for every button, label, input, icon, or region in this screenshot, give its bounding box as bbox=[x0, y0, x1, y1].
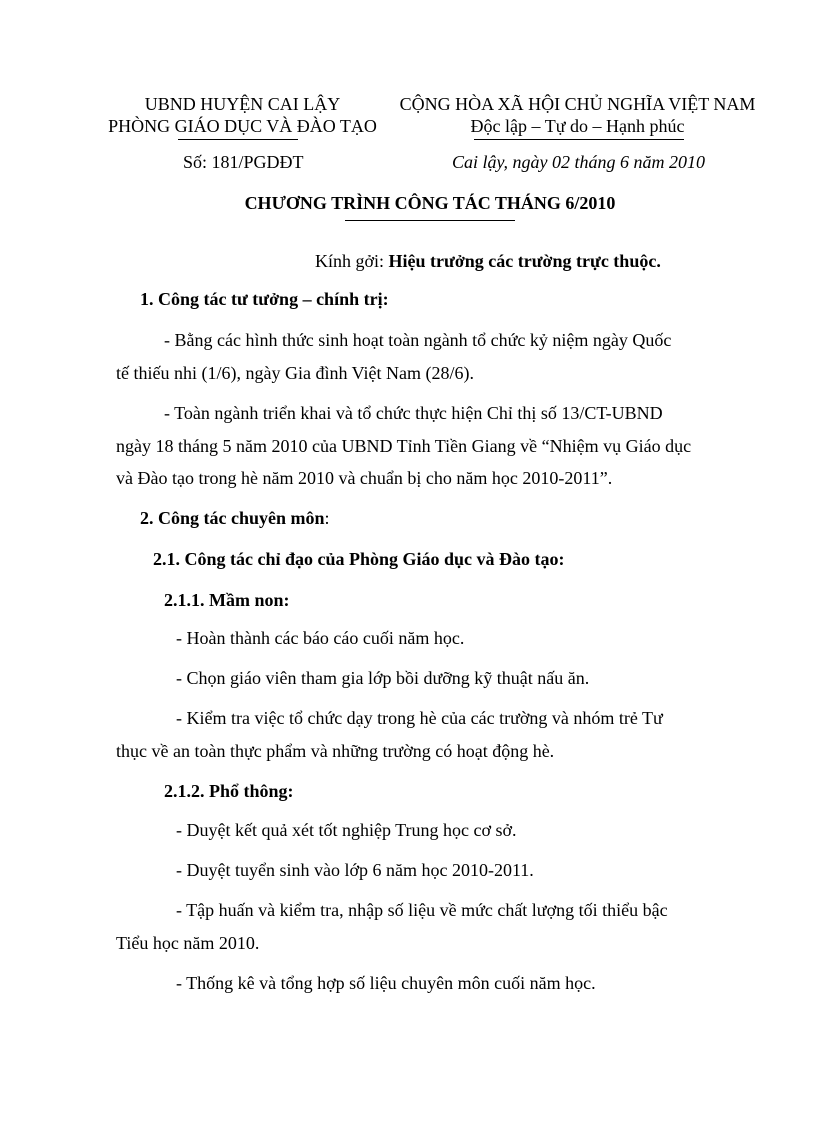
section2-heading-colon: : bbox=[324, 508, 330, 528]
subsection-2-1-2: 2.1.2. Phổ thông: bbox=[164, 781, 294, 801]
national-title: CỘNG HÒA XÃ HỘI CHỦ NGHĨA VIỆT NAM bbox=[399, 94, 756, 114]
subsection-2-1-1: 2.1.1. Mầm non: bbox=[164, 590, 290, 610]
section1-item1-line2: tế thiếu nhi (1/6), ngày Gia đình Việt Nam (28/6). bbox=[116, 363, 475, 383]
recipient-line bbox=[315, 251, 661, 272]
recipient-prefix: Kính gởi: bbox=[315, 251, 385, 271]
preschool-item1: - Hoàn thành các báo cáo cuối năm học. bbox=[176, 628, 465, 648]
preschool-item3-line1: - Kiểm tra việc tổ chức dạy trong hè của các trường và nhóm trẻ Tư bbox=[176, 708, 663, 728]
preschool-item3-line2: thục về an toàn thực phẩm và những trường có hoạt động hè. bbox=[116, 741, 555, 761]
preschool-item2: - Chọn giáo viên tham gia lớp bồi dưỡng kỹ thuật nấu ăn. bbox=[176, 668, 590, 688]
general-item3-line2: Tiểu học năm 2010. bbox=[116, 933, 260, 953]
issuer-org: UBND HUYỆN CAI LẬY bbox=[144, 94, 341, 114]
document-date: Cai lậy, ngày 02 tháng 6 năm 2010 bbox=[452, 152, 705, 172]
recipient-name: Hiệu trưởng các trường trực thuộc. bbox=[388, 251, 661, 271]
section1-item2-line1: - Toàn ngành triển khai và tổ chức thực hiện Chỉ thị số 13/CT-UBND bbox=[164, 403, 663, 423]
general-item3-line1: - Tập huấn và kiểm tra, nhập số liệu về mức chất lượng tối thiểu bậc bbox=[176, 900, 668, 920]
section2-heading-line bbox=[140, 508, 330, 529]
section1-item2-line2: ngày 18 tháng 5 năm 2010 của UBND Tỉnh Tiền Giang về “Nhiệm vụ Giáo dục bbox=[116, 436, 692, 456]
general-item1: - Duyệt kết quả xét tốt nghiệp Trung học cơ sở. bbox=[176, 820, 517, 840]
title-underline bbox=[345, 220, 515, 221]
issuer-underline bbox=[178, 139, 298, 140]
general-item2: - Duyệt tuyển sinh vào lớp 6 năm học 2010-2011. bbox=[176, 860, 534, 880]
national-motto: Độc lập – Tự do – Hạnh phúc bbox=[470, 116, 685, 136]
document-title: CHƯƠNG TRÌNH CÔNG TÁC THÁNG 6/2010 bbox=[244, 193, 616, 213]
section2-heading: 2. Công tác chuyên môn bbox=[140, 508, 325, 528]
section1-item1-line1: - Bằng các hình thức sinh hoạt toàn ngành tổ chức kỷ niệm ngày Quốc bbox=[164, 330, 672, 350]
general-item4: - Thống kê và tổng hợp số liệu chuyên môn cuối năm học. bbox=[176, 973, 596, 993]
section1-heading: 1. Công tác tư tưởng – chính trị: bbox=[140, 289, 389, 309]
motto-underline bbox=[474, 139, 684, 140]
document-number: Số: 181/PGDĐT bbox=[183, 152, 304, 172]
section1-item2-line3: và Đào tạo trong hè năm 2010 và chuẩn bị cho năm học 2010-2011”. bbox=[116, 468, 613, 488]
issuer-department: PHÒNG GIÁO DỤC VÀ ĐÀO TẠO bbox=[108, 116, 377, 136]
subsection-2-1: 2.1. Công tác chỉ đạo của Phòng Giáo dục và Đào tạo: bbox=[153, 549, 565, 569]
